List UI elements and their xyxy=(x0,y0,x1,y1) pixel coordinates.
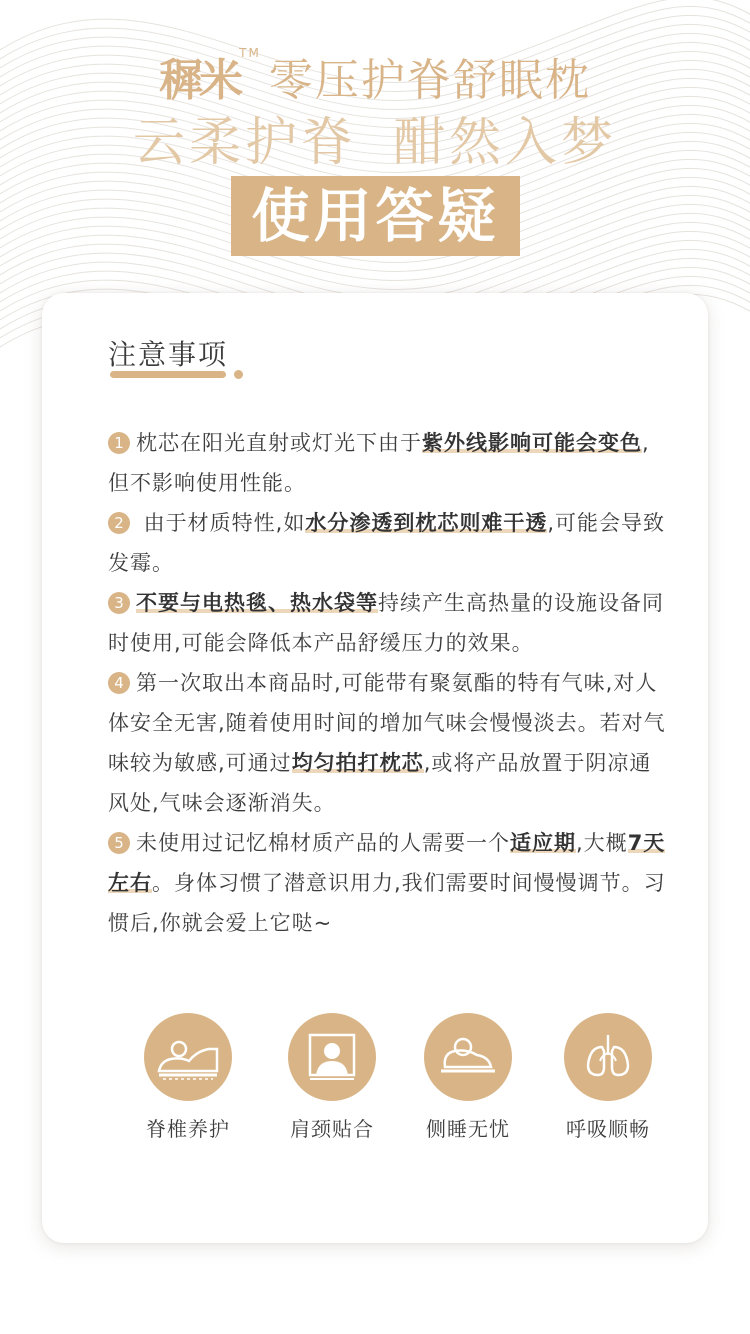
notice-text: ,大概 xyxy=(576,831,628,855)
notice-text: 第一次取出本商品时,可能带有聚氨酯的特有气味,对人体安全无害,随着使用时间的增加气味会慢慢淡去。若对气味较为敏感,可通过 xyxy=(108,671,666,775)
highlight-text: 适应期 xyxy=(510,831,576,855)
notice-item xyxy=(108,823,668,943)
notice-item xyxy=(108,503,668,583)
side-sleep-icon xyxy=(424,1013,512,1101)
number-badge: 2 xyxy=(108,512,130,534)
notice-text: ,但不影响使用性能。 xyxy=(108,431,650,495)
highlight-text: 紫外线影响可能会变色 xyxy=(422,431,642,455)
number-badge: 3 xyxy=(108,592,130,614)
feature-breathing xyxy=(538,1013,678,1142)
notice-list xyxy=(108,423,668,943)
notice-item xyxy=(108,663,668,823)
feature-label: 肩颈贴合 xyxy=(290,1117,374,1141)
shoulder-neck-icon xyxy=(288,1013,376,1101)
feature-spine-care xyxy=(118,1013,258,1142)
number-badge: 5 xyxy=(108,832,130,854)
highlight-text: 均匀拍打枕芯 xyxy=(291,751,424,775)
faq-card xyxy=(42,293,708,1243)
trademark-mark: TM xyxy=(239,46,261,60)
notice-item xyxy=(108,423,668,503)
notice-title: 注意事项 xyxy=(108,338,229,371)
feature-shoulder-fit xyxy=(262,1013,402,1142)
product-name: 零压护脊舒眠枕 xyxy=(268,55,591,106)
highlight-text: 不要与电热毯、热水袋等 xyxy=(136,591,378,615)
feature-side-sleep xyxy=(398,1013,538,1142)
page-title: 使用答疑 xyxy=(231,176,520,256)
tagline-left: 云柔护脊 xyxy=(132,113,357,173)
feature-label: 脊椎养护 xyxy=(146,1117,230,1141)
feature-row xyxy=(108,1013,668,1173)
notice-text: 未使用过记忆棉材质产品的人需要一个 xyxy=(136,831,510,855)
brand-logo: 穉米 xyxy=(159,55,240,106)
title-dot xyxy=(234,370,243,379)
tagline xyxy=(0,100,750,175)
notice-text: 持续产生高热量的设施设备同时使用,可能会降低本产品舒缓压力的效果。 xyxy=(108,591,664,655)
tagline-right: 酣然入梦 xyxy=(393,113,618,173)
highlight-text: 7天左右 xyxy=(108,831,666,895)
notice-text: 。身体习惯了潜意识用力,我们需要时间慢慢调节。习惯后,你就会爱上它哒~ xyxy=(108,871,666,935)
feature-label: 呼吸顺畅 xyxy=(566,1117,650,1141)
notice-item xyxy=(108,583,668,663)
notice-text: ,或将产品放置于阴凉通风处,气味会逐渐消失。 xyxy=(108,751,652,815)
spine-pillow-icon xyxy=(144,1013,232,1101)
notice-text: 枕芯在阳光直射或灯光下由于 xyxy=(136,431,422,455)
feature-label: 侧睡无忧 xyxy=(426,1117,510,1141)
notice-text: 由于材质特性,如 xyxy=(136,511,306,535)
number-badge: 1 xyxy=(108,432,130,454)
brand-line xyxy=(0,44,750,108)
title-underline xyxy=(110,371,226,378)
highlight-text: 水分渗透到枕芯则难干透 xyxy=(305,511,548,535)
number-badge: 4 xyxy=(108,672,130,694)
lungs-icon xyxy=(564,1013,652,1101)
header xyxy=(0,0,750,290)
notice-text: ,可能会导致发霉。 xyxy=(108,511,666,575)
